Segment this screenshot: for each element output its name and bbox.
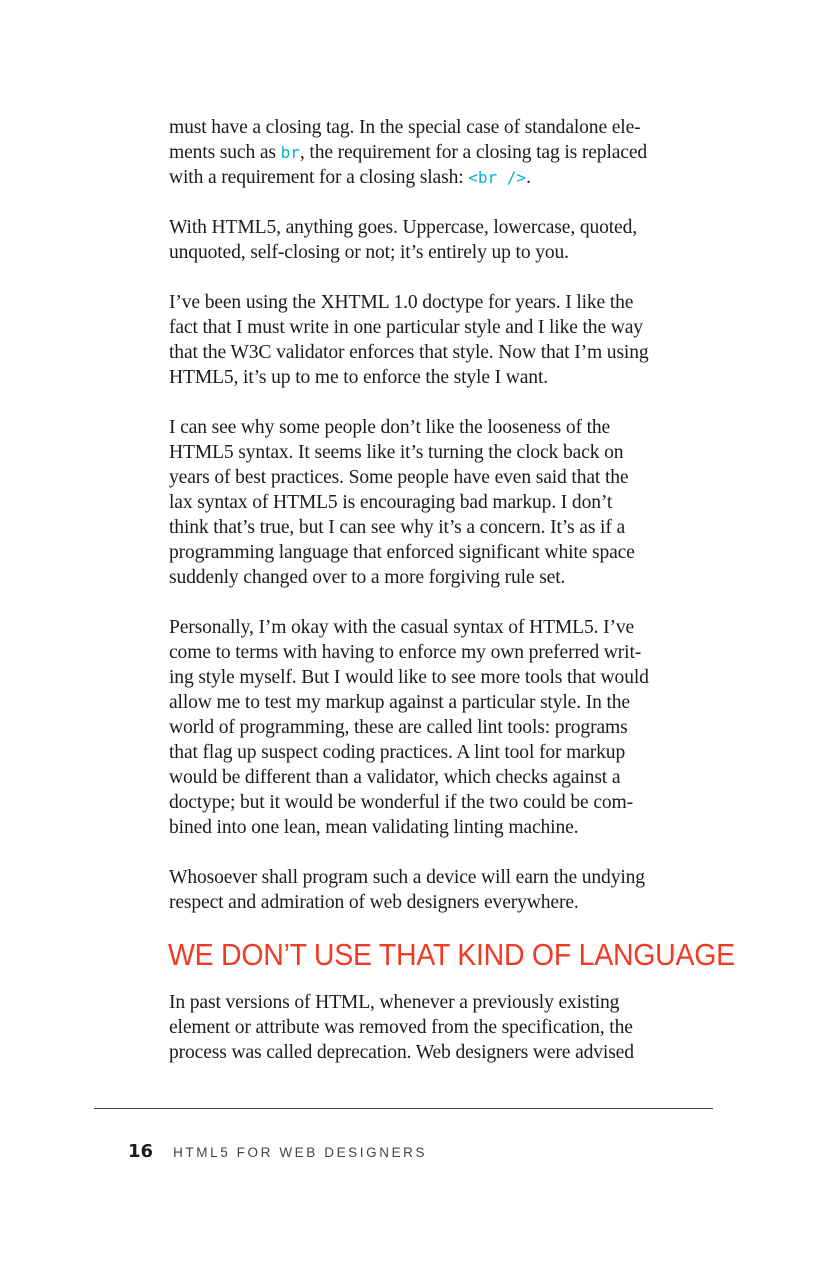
- text-run: I’ve been using the XHTML 1.0 doctype for years. I like the fact that I must write in one particular style and I like the way that the W3C validator enforces that style. Now that I’m using HTML5, it’s up to me to enforce the style I want.: [169, 292, 649, 388]
- text-run: With HTML5, anything goes. Uppercase, lowercase, quoted, unquoted, self-closing or not; it’s entirely up to you.: [169, 217, 638, 263]
- inline-code: <br />: [468, 168, 527, 187]
- page-footer: [128, 1141, 427, 1165]
- text-run: I can see why some people don’t like the looseness of the HTML5 syntax. It seems like it’s turning the clock back on years of best practices. Some people have even said that the lax syntax of HTML5 is encouraging bad markup. I don’t think that’s true, but I can see why it’s a concern. It’s as if a programming language that enforced significant white space suddenly changed over to a more forgiving rule set.: [169, 417, 635, 588]
- text-run: .: [526, 167, 531, 188]
- paragraph: [169, 865, 717, 915]
- paragraph: [169, 615, 717, 840]
- paragraph: [169, 290, 717, 390]
- body-text: [169, 90, 717, 940]
- paragraph: [169, 415, 717, 590]
- text-run: Whosoever shall program such a device will earn the undying respect and admiration of web designers everywhere.: [169, 867, 645, 913]
- inline-code: br: [280, 143, 300, 162]
- text-run: Personally, I’m okay with the casual syntax of HTML5. I’ve come to terms with having to enforce my own preferred writ- ing style myself. But I would like to see more tools that would allow me to test my markup against a particular style. In the world of programming, these are called lint tools: programs that flag up suspect coding practices. A lint tool for markup would be different than a validator, which checks against a doctype; but it would be wonderful if the two could be com- bined into one lean, mean validating linting machine.: [169, 617, 649, 838]
- paragraph: [169, 90, 717, 190]
- paragraph: [169, 215, 717, 265]
- section-heading: WE DON’T USE THAT KIND OF LANGUAGE: [168, 937, 735, 972]
- text-run: , the requirement for a closing tag is replaced with a requirement for a closing slash:: [169, 142, 648, 188]
- footer-divider: [94, 1108, 713, 1109]
- running-title: HTML5 FOR WEB DESIGNERS: [173, 1145, 428, 1160]
- page-number: 16: [128, 1141, 154, 1162]
- section-paragraph: In past versions of HTML, whenever a previously existing element or attribute was removed from the specification, the process was called deprecation. Web designers were advised: [169, 992, 634, 1063]
- text-run: must have a closing tag. In the special case of standalone ele- ments such as: [169, 117, 641, 163]
